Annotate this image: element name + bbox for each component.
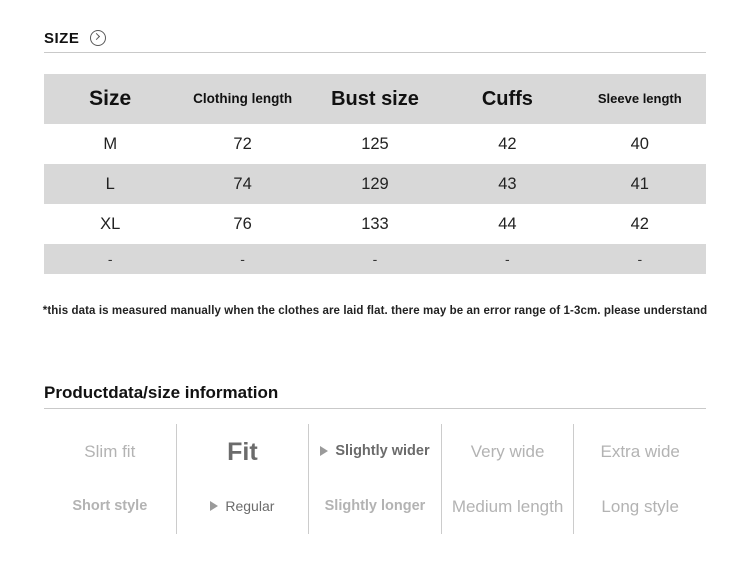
table-header-row (44, 74, 706, 124)
fit-scale-column-3 (308, 424, 441, 534)
column-header-cuffs: Cuffs (481, 87, 533, 110)
fit-option-label: Fit (227, 437, 258, 466)
column-header-size: Size (89, 87, 132, 111)
size-table-head (44, 74, 706, 124)
length-option-medium-length[interactable] (442, 479, 574, 534)
cell-size: M (103, 134, 118, 153)
cell-cuffs: - (505, 251, 510, 267)
column-header-clothing-length: Clothing length (193, 91, 293, 107)
fit-option-slim-fit[interactable] (44, 424, 176, 479)
fit-option-slightly-wider[interactable] (309, 424, 441, 479)
chevron-right-circle-icon[interactable] (90, 30, 106, 46)
cell-cuffs: 42 (498, 134, 517, 153)
fit-scale-grid (44, 424, 706, 534)
cell-size: XL (100, 214, 121, 233)
column-header-bust-size: Bust size (331, 87, 419, 110)
cell-sleeve-length: 40 (630, 134, 649, 153)
fit-option-label: Extra wide (600, 441, 680, 461)
cell-bust-size: 129 (361, 174, 389, 193)
cell-bust-size: 125 (361, 134, 389, 153)
fit-option-label: Very wide (470, 441, 545, 461)
cell-bust-size: 133 (361, 214, 389, 233)
fit-option-label: Slim fit (84, 441, 136, 461)
product-section-title: Productdata/size information (44, 383, 279, 402)
cell-clothing-length: - (240, 251, 245, 267)
fit-scale-column-1 (44, 424, 176, 534)
product-header-divider (44, 408, 706, 409)
cell-clothing-length: 74 (233, 174, 252, 193)
length-option-label: Long style (601, 496, 679, 516)
fit-scale-column-4 (441, 424, 574, 534)
length-option-long-style[interactable] (574, 479, 706, 534)
size-section-header (44, 30, 706, 54)
selected-marker-icon (210, 501, 218, 511)
cell-cuffs: 44 (498, 214, 517, 233)
size-section-title: SIZE (44, 30, 80, 48)
measurement-note: *this data is measured manually when the clothes are laid flat. there may be an error range of 1-3cm. please understand (42, 305, 708, 317)
selected-marker-icon (320, 446, 328, 456)
cell-sleeve-length: 41 (630, 174, 649, 193)
fit-scale-column-2 (176, 424, 309, 534)
table-row (44, 244, 706, 274)
fit-option-label: Slightly wider (335, 443, 430, 460)
length-option-label: Slightly longer (324, 498, 426, 515)
table-row (44, 204, 706, 244)
cell-sleeve-length: - (637, 251, 643, 267)
length-option-label: Short style (72, 498, 148, 515)
column-header-sleeve-length: Sleeve length (597, 90, 682, 106)
table-row (44, 164, 706, 204)
length-option-regular[interactable] (177, 479, 309, 534)
cell-bust-size: - (372, 251, 378, 267)
size-table (44, 74, 706, 274)
fit-option-fit[interactable] (177, 424, 309, 479)
length-option-slightly-longer[interactable] (309, 479, 441, 534)
cell-cuffs: 43 (498, 174, 517, 193)
cell-size: - (107, 251, 113, 267)
size-header-divider (44, 52, 706, 53)
length-option-label: Medium length (451, 496, 564, 516)
fit-option-very-wide[interactable] (442, 424, 574, 479)
size-table-body (44, 124, 706, 274)
fit-option-extra-wide[interactable] (574, 424, 706, 479)
table-row (44, 124, 706, 164)
product-section-header (44, 383, 706, 411)
cell-sleeve-length: 42 (630, 214, 649, 233)
length-option-label: Regular (225, 497, 275, 514)
cell-clothing-length: 72 (233, 134, 252, 153)
fit-scale-column-5 (573, 424, 706, 534)
length-option-short-style[interactable] (44, 479, 176, 534)
cell-size: L (105, 174, 115, 193)
cell-clothing-length: 76 (233, 214, 252, 233)
